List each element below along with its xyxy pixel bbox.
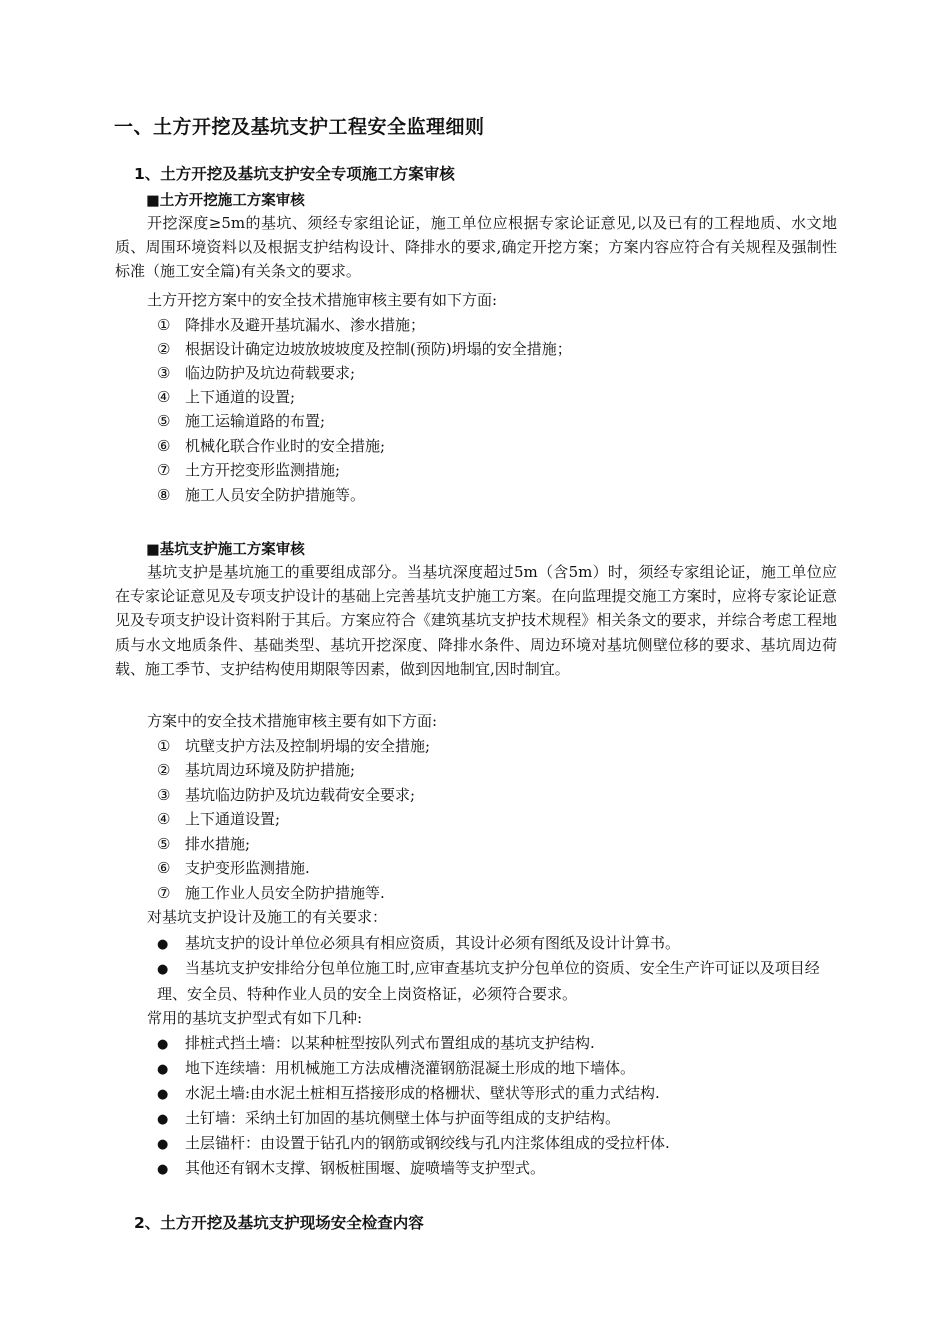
support-type-item: ● 土层锚杆：由设置于钻孔内的钢筋或钢绞线与孔内注浆体组成的受拉杆体. bbox=[157, 1134, 670, 1152]
excavation-measure-item: ③ 临边防护及坑边荷载要求; bbox=[157, 364, 356, 382]
excavation-measure-item: ⑦ 土方开挖变形监测措施; bbox=[157, 461, 341, 479]
support-type-item: ● 土钉墙：采纳土钉加固的基坑侧壁土体与护面等组成的支护结构。 bbox=[157, 1109, 621, 1127]
support-measure-item: ④ 上下通道设置; bbox=[157, 810, 281, 828]
section-2-heading: 2、土方开挖及基坑支护现场安全检查内容 bbox=[134, 1214, 424, 1232]
support-type-item: ● 地下连续墙：用机械施工方法成槽浇灌钢筋混凝土形成的地下墙体。 bbox=[157, 1059, 636, 1077]
support-requirement-item: ● 基坑支护的设计单位必须具有相应资质，其设计必须有图纸及设计计算书。 bbox=[157, 934, 681, 952]
support-measures-lead: 方案中的安全技术措施审核主要有如下方面: bbox=[147, 712, 438, 730]
excavation-measure-item: ② 根据设计确定边坡放坡坡度及控制(预防)坍塌的安全措施； bbox=[157, 340, 572, 358]
support-type-item: ● 其他还有钢木支撑、钢板桩围堰、旋喷墙等支护型式。 bbox=[157, 1159, 546, 1177]
excavation-intro-paragraph: 开挖深度≥5m的基坑、须经专家组论证，施工单位应根据专家论证意见,以及已有的工程地质、水文地质、周围环境资料以及根据支护结构设计、降排水的要求,确定开挖方案；方案内容应符合有关规程及强制性标准（施工安全篇)有关条文的要求。 bbox=[115, 214, 837, 281]
support-measure-item: ⑤ 排水措施; bbox=[157, 835, 251, 853]
support-measure-item: ⑥ 支护变形监测措施. bbox=[157, 859, 310, 877]
excavation-measure-item: ① 降排水及避开基坑漏水、渗水措施； bbox=[157, 316, 426, 334]
support-measure-item: ③ 基坑临边防护及坑边载荷安全要求; bbox=[157, 786, 416, 804]
subsection-support-heading: ■基坑支护施工方案审核 bbox=[146, 542, 305, 558]
support-type-item: ● 排桩式挡土墙：以某种桩型按队列式布置组成的基坑支护结构. bbox=[157, 1034, 595, 1052]
support-measure-item: ⑦ 施工作业人员安全防护措施等. bbox=[157, 884, 385, 902]
support-requirement-item: ● 当基坑支护安排给分包单位施工时,应审查基坑支护分包单位的资质、安全生产许可证以及项目经理、安全员、特种作业人员的安全上岗资格证，必须符合要求。 bbox=[157, 959, 820, 1004]
excavation-measure-item: ⑥ 机械化联合作业时的安全措施; bbox=[157, 437, 386, 455]
support-requirements-lead: 对基坑支护设计及施工的有关要求： bbox=[147, 908, 388, 926]
document-title: 一、土方开挖及基坑支护工程安全监理细则 bbox=[114, 116, 485, 138]
excavation-measures-lead: 土方开挖方案中的安全技术措施审核主要有如下方面: bbox=[147, 291, 498, 309]
excavation-measure-item: ④ 上下通道的设置; bbox=[157, 388, 296, 406]
support-type-item: ● 水泥土墙:由水泥土桩相互搭接形成的格栅状、壁状等形式的重力式结构. bbox=[157, 1084, 660, 1102]
support-types-lead: 常用的基坑支护型式有如下几种: bbox=[147, 1009, 363, 1027]
section-1-heading: 1、土方开挖及基坑支护安全专项施工方案审核 bbox=[134, 165, 455, 183]
support-intro-paragraph: 基坑支护是基坑施工的重要组成部分。当基坑深度超过5m（含5m）时，须经专家组论证，施工单位应在专家论证意见及专项支护设计的基础上完善基坑支护施工方案。在向监理提交施工方案时，应将专家论证意见及专项支护设计资料附于其后。方案应符合《建筑基坑支护技术规程》相关条文的要求，并综合考虑工程地质与水文地质条件、基础类型、基坑开挖深度、降排水条件、周边环境对基坑侧壁位移的要求、基坑周边荷载、施工季节、支护结构使用期限等因素，做到因地制宜,因时制宜。 bbox=[115, 563, 837, 678]
support-measure-item: ② 基坑周边环境及防护措施; bbox=[157, 761, 356, 779]
subsection-excavation-heading: ■土方开挖施工方案审核 bbox=[146, 193, 305, 209]
excavation-measure-item: ⑧ 施工人员安全防护措施等。 bbox=[157, 486, 366, 504]
support-measure-item: ① 坑壁支护方法及控制坍塌的安全措施; bbox=[157, 737, 431, 755]
excavation-measure-item: ⑤ 施工运输道路的布置; bbox=[157, 412, 326, 430]
